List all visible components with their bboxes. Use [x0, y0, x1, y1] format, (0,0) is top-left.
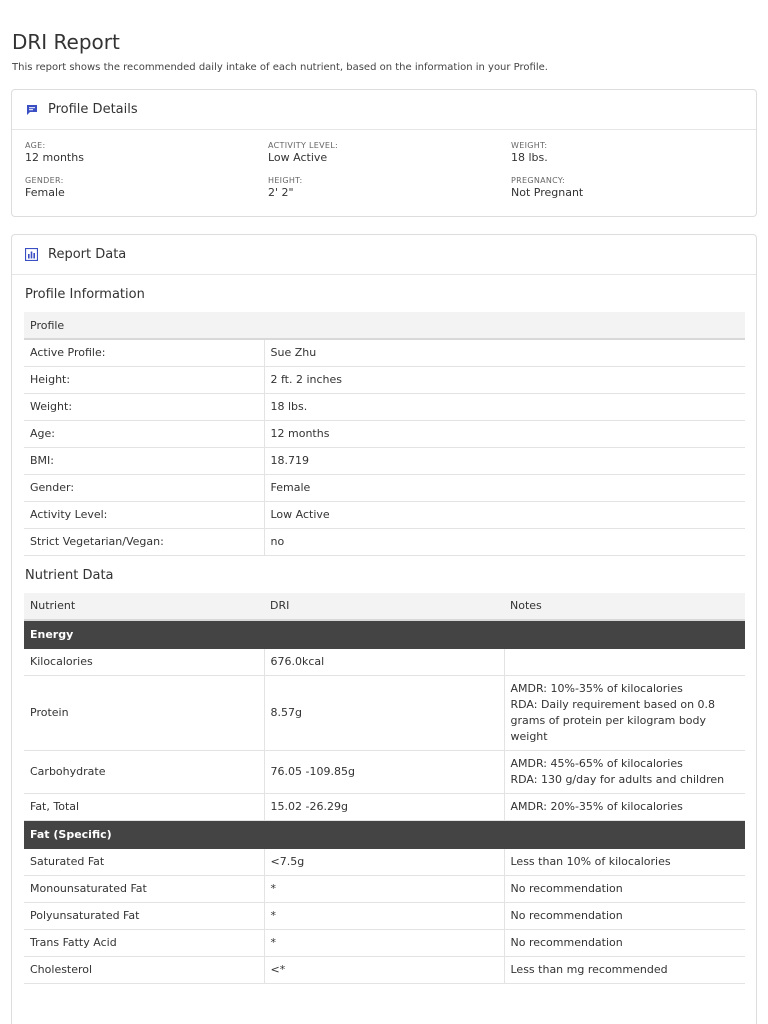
profile-detail [268, 175, 511, 200]
table-row [24, 501, 745, 528]
report-body [12, 275, 756, 984]
group-row [24, 820, 745, 848]
group-row-label: Fat (Specific) [24, 820, 745, 848]
profile-row-label: Weight: [24, 393, 264, 420]
group-row [24, 620, 745, 649]
profile-detail-value: Female [25, 186, 65, 199]
profile-detail-label: WEIGHT: [511, 141, 548, 150]
report-data-header [12, 235, 756, 275]
profile-row-label: Strict Vegetarian/Vegan: [24, 528, 264, 555]
table-row [24, 956, 745, 983]
profile-detail-label: HEIGHT: [268, 176, 303, 185]
profile-details-title: Profile Details [48, 102, 138, 117]
bar-chart-icon [25, 248, 38, 261]
profile-detail [511, 175, 754, 200]
profile-detail [25, 140, 268, 165]
table-row [24, 474, 745, 501]
table-row [24, 929, 745, 956]
nutrient-dri: <* [264, 956, 504, 983]
nutrient-dri: 15.02 -26.29g [264, 793, 504, 820]
table-row [24, 339, 745, 366]
dri-column-header: DRI [264, 593, 504, 620]
profile-row-value: 18.719 [264, 447, 745, 474]
nutrient-notes [504, 875, 745, 902]
nutrient-dri: 676.0kcal [264, 648, 504, 675]
report-data-title: Report Data [48, 247, 127, 262]
nutrient-column-header: Nutrient [24, 593, 264, 620]
profile-row-value: 18 lbs. [264, 393, 745, 420]
table-row [24, 848, 745, 875]
table-row [24, 675, 745, 750]
nutrient-note: Less than mg recommended [510, 962, 668, 976]
profile-detail-label: ACTIVITY LEVEL: [268, 141, 339, 150]
profile-row-label: Gender: [24, 474, 264, 501]
nutrient-name: Cholesterol [24, 956, 264, 983]
profile-detail-value: 2' 2" [268, 186, 294, 199]
profile-row-value: Female [264, 474, 745, 501]
profile-detail-value: Low Active [268, 151, 328, 164]
nutrient-notes [504, 956, 745, 983]
nutrient-note: RDA: 130 g/day for adults and children [510, 772, 725, 786]
profile-detail [511, 140, 754, 165]
profile-detail-value: Not Pregnant [511, 186, 584, 199]
nutrient-name: Protein [24, 675, 264, 750]
nutrient-notes [504, 648, 745, 675]
table-row [24, 366, 745, 393]
profile-row-value: no [264, 528, 745, 555]
table-row [24, 420, 745, 447]
nutrient-note: No recommendation [510, 908, 623, 922]
nutrient-note: AMDR: 45%-65% of kilocalories [510, 756, 683, 770]
nutrient-name: Trans Fatty Acid [24, 929, 264, 956]
table-row [24, 393, 745, 420]
profile-detail [25, 175, 268, 200]
table-row [24, 648, 745, 675]
nutrient-notes [504, 750, 745, 793]
table-row [24, 793, 745, 820]
profile-details-header [12, 90, 756, 130]
nutrient-name: Saturated Fat [24, 848, 264, 875]
nutrient-notes [504, 793, 745, 820]
message-square-icon [25, 103, 38, 116]
profile-details-grid [12, 130, 756, 200]
table-row [24, 750, 745, 793]
nutrient-notes [504, 675, 745, 750]
profile-row-value: 12 months [264, 420, 745, 447]
profile-row-label: Age: [24, 420, 264, 447]
profile-row-label: Active Profile: [24, 339, 264, 366]
profile-detail-label: AGE: [25, 141, 46, 150]
nutrient-name: Polyunsaturated Fat [24, 902, 264, 929]
group-row-label: Energy [24, 620, 745, 649]
profile-detail-label: PREGNANCY: [511, 176, 566, 185]
profile-detail [268, 140, 511, 165]
nutrient-dri: <7.5g [264, 848, 504, 875]
nutrient-note: Less than 10% of kilocalories [510, 854, 671, 868]
profile-row-value: Low Active [264, 501, 745, 528]
profile-table-header: Profile [24, 312, 745, 339]
nutrient-dri: * [264, 902, 504, 929]
nutrient-name: Fat, Total [24, 793, 264, 820]
profile-detail-value: 18 lbs. [511, 151, 548, 164]
page-subtitle: This report shows the recommended daily intake of each nutrient, based on the information in your Profile. [12, 62, 548, 73]
nutrient-dri: 76.05 -109.85g [264, 750, 504, 793]
table-row [24, 447, 745, 474]
profile-row-value: 2 ft. 2 inches [264, 366, 745, 393]
profile-row-value: Sue Zhu [264, 339, 745, 366]
nutrient-name: Carbohydrate [24, 750, 264, 793]
notes-column-header: Notes [504, 593, 745, 620]
nutrient-data-title: Nutrient Data [25, 567, 114, 583]
profile-row-label: BMI: [24, 447, 264, 474]
profile-row-label: Activity Level: [24, 501, 264, 528]
nutrient-notes [504, 929, 745, 956]
table-row [24, 902, 745, 929]
profile-details-card [11, 89, 757, 217]
profile-detail-value: 12 months [25, 151, 84, 164]
report-data-card [11, 234, 757, 1024]
nutrient-notes [504, 848, 745, 875]
nutrient-note: No recommendation [510, 935, 623, 949]
nutrient-dri: * [264, 875, 504, 902]
nutrient-table [24, 593, 745, 984]
nutrient-name: Monounsaturated Fat [24, 875, 264, 902]
profile-detail-label: GENDER: [25, 176, 64, 185]
nutrient-notes [504, 902, 745, 929]
nutrient-dri: 8.57g [264, 675, 504, 750]
profile-information-title: Profile Information [25, 287, 145, 302]
nutrient-note: AMDR: 20%-35% of kilocalories [510, 799, 683, 813]
nutrient-dri: * [264, 929, 504, 956]
profile-row-label: Height: [24, 366, 264, 393]
nutrient-note: AMDR: 10%-35% of kilocalories [510, 681, 683, 695]
table-row [24, 875, 745, 902]
nutrient-note: No recommendation [510, 881, 623, 895]
profile-table [24, 312, 745, 556]
nutrient-name: Kilocalories [24, 648, 264, 675]
nutrient-note: RDA: Daily requirement based on 0.8 grams of protein per kilogram body weight [510, 697, 716, 743]
page-title: DRI Report [12, 30, 120, 54]
table-row [24, 528, 745, 555]
